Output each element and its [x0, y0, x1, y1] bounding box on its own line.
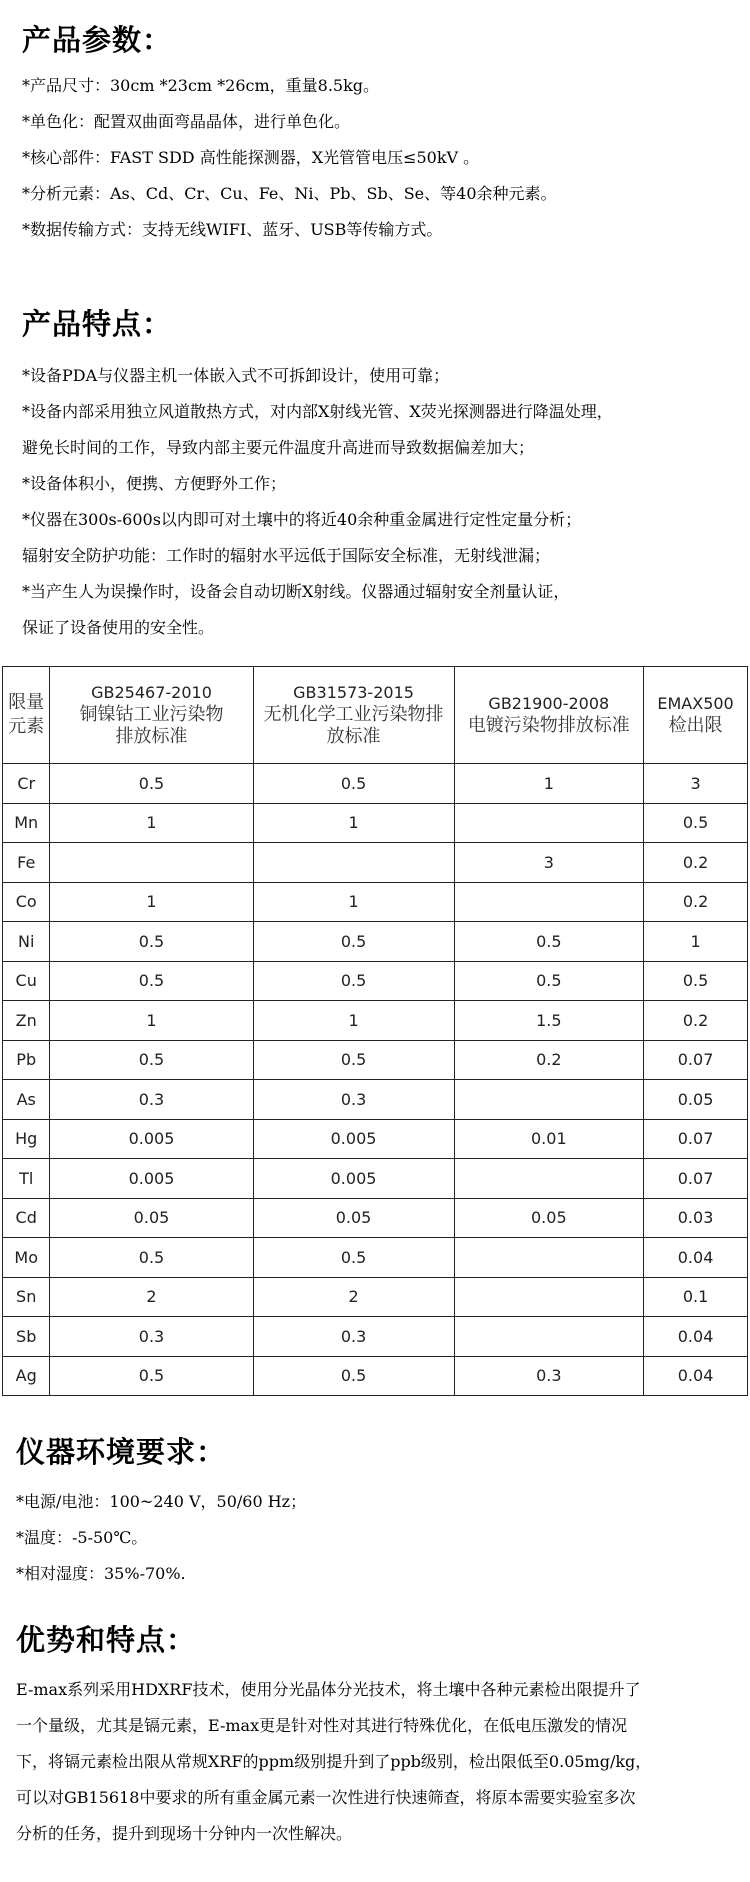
header-gb31573 — [253, 667, 454, 764]
limit-cell: 1 — [253, 803, 454, 843]
element-cell: Cd — [3, 1198, 50, 1238]
limit-cell: 0.3 — [454, 1356, 644, 1396]
limit-cell: 0.005 — [253, 1119, 454, 1159]
table-row — [3, 764, 748, 804]
header-code: EMAX500 — [657, 694, 734, 713]
limit-cell: 0.5 — [454, 922, 644, 962]
advantages-line: 可以对GB15618中要求的所有重金属元素一次性进行快速筛查，将原本需要实验室多次 — [16, 1788, 636, 1807]
header-name: 放标准 — [326, 726, 381, 747]
element-cell: Fe — [3, 843, 50, 883]
header-emax500 — [644, 667, 748, 764]
limit-cell: 3 — [454, 843, 644, 883]
limit-cell: 0.5 — [253, 1356, 454, 1396]
element-cell: Cr — [3, 764, 50, 804]
advantages-paragraph — [16, 1672, 651, 1852]
features-line: *设备体积小，便携、方便野外工作； — [22, 474, 287, 493]
env-line: *温度：-5-50℃。 — [16, 1528, 148, 1547]
advantages-line: 分析的任务，提升到现场十分钟内一次性解决。 — [16, 1824, 353, 1843]
header-code: GB21900-2008 — [488, 694, 610, 713]
table-row — [3, 1119, 748, 1159]
params-line: *分析元素：As、Cd、Cr、Cu、Fe、Ni、Pb、Sb、Se、等40余种元素。 — [22, 184, 557, 203]
limit-cell: 1 — [454, 764, 644, 804]
table-row — [3, 1001, 748, 1041]
table-row — [3, 1198, 748, 1238]
limit-cell: 0.5 — [253, 1238, 454, 1278]
params-line: *单色化：配置双曲面弯晶晶体，进行单色化。 — [22, 112, 351, 131]
element-cell: Co — [3, 882, 50, 922]
advantages-line: 下，将镉元素检出限从常规XRF的ppm级别提升到了ppb级别，检出限低至0.05mg/kg， — [16, 1752, 652, 1771]
limit-cell: 0.04 — [644, 1317, 748, 1357]
table-row — [3, 803, 748, 843]
limit-cell: 0.5 — [50, 922, 253, 962]
table-row — [3, 1238, 748, 1278]
limit-cell: 0.2 — [644, 882, 748, 922]
advantages-line: 一个量级，尤其是镉元素，E-max更是针对性对其进行特殊优化，在低电压激发的情况 — [16, 1716, 628, 1735]
element-cell: Pb — [3, 1040, 50, 1080]
params-line: *产品尺寸：30cm *23cm *26cm，重量8.5kg。 — [22, 76, 380, 95]
limits-table — [2, 666, 748, 1396]
limit-cell — [253, 843, 454, 883]
header-gb25467 — [50, 667, 253, 764]
features-line: 避免长时间的工作，导致内部主要元件温度升高进而导致数据偏差加大； — [22, 438, 535, 457]
limit-cell: 0.01 — [454, 1119, 644, 1159]
limits-table-wrap — [2, 666, 750, 1396]
limit-cell: 1.5 — [454, 1001, 644, 1041]
table-row — [3, 882, 748, 922]
limit-cell: 2 — [50, 1277, 253, 1317]
table-row — [3, 1159, 748, 1199]
limit-cell: 0.3 — [50, 1080, 253, 1120]
limit-cell: 0.5 — [50, 1238, 253, 1278]
element-cell: Hg — [3, 1119, 50, 1159]
element-cell: Zn — [3, 1001, 50, 1041]
features-line: *仪器在300s-600s以内即可对土壤中的将近40余种重金属进行定性定量分析； — [22, 510, 582, 529]
limit-cell: 0.5 — [253, 922, 454, 962]
features-line: *当产生人为误操作时，设备会自动切断X射线。仪器通过辐射安全剂量认证， — [22, 582, 570, 601]
element-cell: Sn — [3, 1277, 50, 1317]
limit-cell: 0.07 — [644, 1119, 748, 1159]
limit-cell — [454, 1159, 644, 1199]
element-cell: Mn — [3, 803, 50, 843]
element-cell: As — [3, 1080, 50, 1120]
features-line: 保证了设备使用的安全性。 — [22, 618, 215, 637]
table-header-row — [3, 667, 748, 764]
params-line: *数据传输方式：支持无线WIFI、蓝牙、USB等传输方式。 — [22, 220, 443, 239]
table-row — [3, 1040, 748, 1080]
limit-cell: 3 — [644, 764, 748, 804]
limit-cell — [454, 882, 644, 922]
advantages-title: 优势和特点： — [16, 1623, 197, 1657]
limit-cell: 0.005 — [253, 1159, 454, 1199]
limit-cell: 0.005 — [50, 1119, 253, 1159]
limit-cell: 0.05 — [454, 1198, 644, 1238]
table-row — [3, 961, 748, 1001]
limit-cell: 0.5 — [644, 803, 748, 843]
header-gb21900 — [454, 667, 644, 764]
table-row — [3, 843, 748, 883]
table-corner-header — [3, 667, 50, 764]
limit-cell: 0.2 — [454, 1040, 644, 1080]
header-name: 检出限 — [668, 715, 723, 736]
element-cell: Mo — [3, 1238, 50, 1278]
limit-cell: 0.5 — [253, 764, 454, 804]
limit-cell: 0.07 — [644, 1040, 748, 1080]
header-name: 无机化学工业污染物排 — [263, 704, 444, 725]
params-line: *核心部件：FAST SDD 高性能探测器，X光管管电压≤50kV 。 — [22, 148, 480, 167]
limit-cell: 0.1 — [644, 1277, 748, 1317]
limit-cell: 0.05 — [644, 1080, 748, 1120]
element-cell: Cu — [3, 961, 50, 1001]
limit-cell: 1 — [253, 1001, 454, 1041]
limit-cell — [454, 1317, 644, 1357]
table-row — [3, 922, 748, 962]
limit-cell: 1 — [253, 882, 454, 922]
limit-cell: 0.05 — [253, 1198, 454, 1238]
env-title: 仪器环境要求： — [16, 1435, 227, 1469]
header-name: 电镀污染物排放标准 — [467, 715, 630, 736]
limit-cell: 0.5 — [253, 1040, 454, 1080]
limit-cell: 0.5 — [50, 961, 253, 1001]
limit-cell: 1 — [50, 803, 253, 843]
features-title: 产品特点： — [22, 307, 173, 341]
limit-cell — [454, 1277, 644, 1317]
limit-cell: 0.2 — [644, 1001, 748, 1041]
limit-cell: 1 — [50, 1001, 253, 1041]
limit-cell — [454, 803, 644, 843]
table-row — [3, 1317, 748, 1357]
header-name: 排放标准 — [115, 726, 188, 747]
table-row — [3, 1356, 748, 1396]
element-cell: Ni — [3, 922, 50, 962]
limit-cell: 0.005 — [50, 1159, 253, 1199]
env-line: *电源/电池：100~240 V，50/60 Hz； — [16, 1492, 307, 1511]
limit-cell — [454, 1080, 644, 1120]
header-name: 铜镍钴工业污染物 — [79, 704, 224, 725]
element-cell: Sb — [3, 1317, 50, 1357]
params-title: 产品参数： — [22, 23, 173, 57]
features-line: *设备PDA与仪器主机一体嵌入式不可拆卸设计，使用可靠； — [22, 366, 450, 385]
limit-cell: 0.3 — [50, 1317, 253, 1357]
header-code: GB31573-2015 — [293, 683, 414, 702]
params-list — [22, 68, 557, 248]
limit-cell: 0.04 — [644, 1238, 748, 1278]
element-cell: Ag — [3, 1356, 50, 1396]
limit-cell: 0.5 — [50, 1040, 253, 1080]
table-body — [3, 764, 748, 1396]
limit-cell — [454, 1238, 644, 1278]
features-list — [22, 358, 613, 646]
limit-cell — [50, 843, 253, 883]
limit-cell: 0.5 — [50, 1356, 253, 1396]
limit-cell: 0.5 — [454, 961, 644, 1001]
limit-cell: 0.5 — [644, 961, 748, 1001]
limit-cell: 0.03 — [644, 1198, 748, 1238]
element-cell: Tl — [3, 1159, 50, 1199]
table-row — [3, 1277, 748, 1317]
corner-line: 元素 — [8, 716, 45, 737]
env-line: *相对湿度：35%-70%. — [16, 1564, 186, 1583]
advantages-line: E-max系列采用HDXRF技术，使用分光晶体分光技术，将土壤中各种元素检出限提升了 — [16, 1680, 641, 1699]
limit-cell: 0.3 — [253, 1080, 454, 1120]
corner-line: 限量 — [8, 692, 45, 713]
header-code: GB25467-2010 — [91, 683, 212, 702]
limit-cell: 0.04 — [644, 1356, 748, 1396]
limit-cell: 0.3 — [253, 1317, 454, 1357]
features-line: *设备内部采用独立风道散热方式，对内部X射线光管、X荧光探测器进行降温处理， — [22, 402, 613, 421]
limit-cell: 1 — [644, 922, 748, 962]
limit-cell: 0.05 — [50, 1198, 253, 1238]
limit-cell: 2 — [253, 1277, 454, 1317]
limit-cell: 0.5 — [50, 764, 253, 804]
limit-cell: 1 — [50, 882, 253, 922]
env-list — [16, 1484, 306, 1592]
limit-cell: 0.07 — [644, 1159, 748, 1199]
limit-cell: 0.2 — [644, 843, 748, 883]
features-line: 辐射安全防护功能：工作时的辐射水平远低于国际安全标准，无射线泄漏； — [22, 546, 551, 565]
table-row — [3, 1080, 748, 1120]
limit-cell: 0.5 — [253, 961, 454, 1001]
